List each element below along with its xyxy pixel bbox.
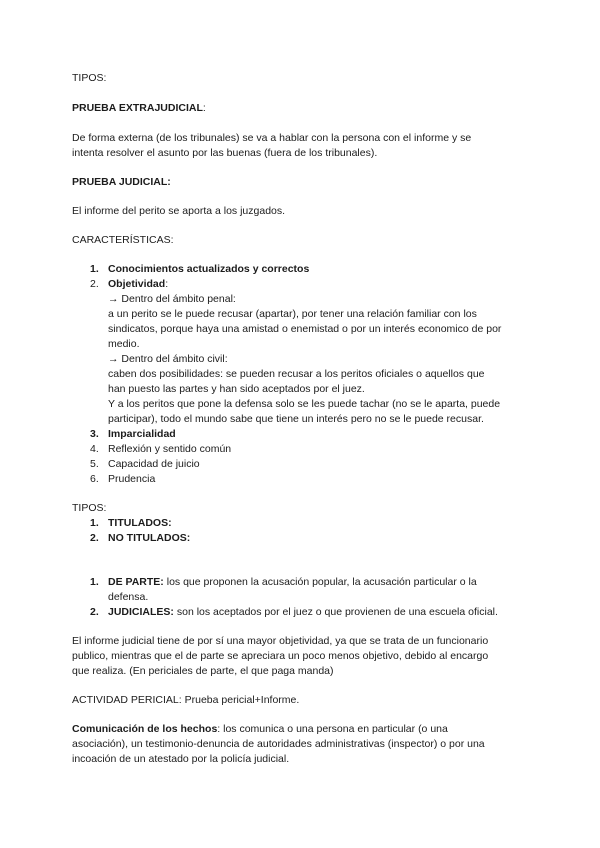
objetividad-line: → Dentro del ámbito civil: — [108, 353, 228, 365]
list-item: Reflexión y sentido común — [108, 443, 232, 455]
list-item-number: 5. — [90, 458, 99, 470]
de-parte-label: DE PARTE: — [108, 576, 164, 588]
comunicacion-line: incoación de un atestado por la policía judicial. — [72, 753, 290, 765]
de-parte-text: los que proponen la acusación popular, la acusación particular o la — [163, 576, 477, 588]
objetividad-line: medio. — [108, 338, 140, 350]
objetividad-line: sindicatos, porque haya una amistad o enemistad o por un interés economico de por — [108, 323, 502, 335]
objetividad-line: a un perito se le puede recusar (apartar), por tener una relación familiar con los — [108, 308, 477, 320]
list-item — [108, 277, 168, 292]
caracteristicas-heading: CARACTERÍSTICAS: — [72, 234, 174, 246]
list-item-number: 2. — [90, 606, 99, 618]
informe-line: que realiza. (En periciales de parte, el que paga manda) — [72, 665, 334, 677]
extrajudicial-line-2: intenta resolver el asunto por las buenas (fuera de los tribunales). — [72, 147, 378, 159]
list-item: Conocimientos actualizados y correctos — [108, 263, 310, 275]
objetividad-line: participar), todo el mundo sabe que tiene un interés pero no se le puede recusar. — [108, 413, 484, 425]
informe-line: publico, mientras que el de parte se apreciara un poco menos objetivo, debido al encargo — [72, 650, 489, 662]
list-item: Imparcialidad — [108, 428, 176, 440]
judicial-paragraph: El informe del perito se aporta a los juzgados. — [72, 205, 286, 217]
judiciales-label: JUDICIALES: — [108, 606, 174, 618]
extrajudicial-line-1: De forma externa (de los tribunales) se va a hablar con la persona con el informe y se — [72, 132, 472, 144]
de-parte-text-2: defensa. — [108, 591, 149, 603]
list-item: Capacidad de juicio — [108, 458, 200, 470]
list-item-number: 6. — [90, 473, 99, 485]
actividad-pericial: ACTIVIDAD PERICIAL: Prueba pericial+Informe. — [72, 694, 300, 706]
judiciales-text: son los aceptados por el juez o que provienen de una escuela oficial. — [173, 606, 498, 618]
comunicacion-line: asociación), un testimonio-denuncia de autoridades administrativas (inspector) o por una — [72, 738, 485, 750]
comunicacion-text: : los comunica o una persona en particular (o una — [217, 723, 448, 735]
judiciales-item — [108, 605, 498, 620]
de-parte-item — [108, 575, 477, 590]
tipos-heading: TIPOS: — [72, 72, 107, 84]
list-item-number: 2. — [90, 278, 99, 290]
objetividad-line: → Dentro del ámbito penal: — [108, 293, 236, 305]
extrajudicial-title: PRUEBA EXTRAJUDICIAL — [72, 102, 203, 114]
list-item-number: 3. — [90, 428, 99, 440]
list-item-number: 1. — [90, 517, 99, 529]
list-item-number: 1. — [90, 576, 99, 588]
objetividad-line: Y a los peritos que pone la defensa solo se les puede tachar (no se le aparta, puede — [108, 398, 501, 410]
objetividad-colon: : — [165, 278, 169, 290]
informe-line: El informe judicial tiene de por sí una mayor objetividad, ya que se trata de un funcionario — [72, 635, 489, 647]
comunicacion-label: Comunicación de los hechos — [72, 723, 218, 735]
judicial-heading: PRUEBA JUDICIAL: — [72, 176, 171, 188]
list-item: Prudencia — [108, 473, 156, 485]
objetividad-label: Objetividad — [108, 278, 166, 290]
list-item-number: 4. — [90, 443, 99, 455]
tipos-heading-2: TIPOS: — [72, 502, 107, 514]
comunicacion-line-1 — [72, 722, 448, 737]
objetividad-line: caben dos posibilidades: se pueden recusar a los peritos oficiales o aquellos que — [108, 368, 485, 380]
extrajudicial-heading — [72, 101, 206, 116]
list-item: NO TITULADOS: — [108, 532, 191, 544]
list-item-number: 2. — [90, 532, 99, 544]
extrajudicial-colon: : — [202, 102, 206, 114]
list-item-number: 1. — [90, 263, 99, 275]
list-item: TITULADOS: — [108, 517, 172, 529]
objetividad-line: han puesto las partes y han sido aceptados por el juez. — [108, 383, 365, 395]
